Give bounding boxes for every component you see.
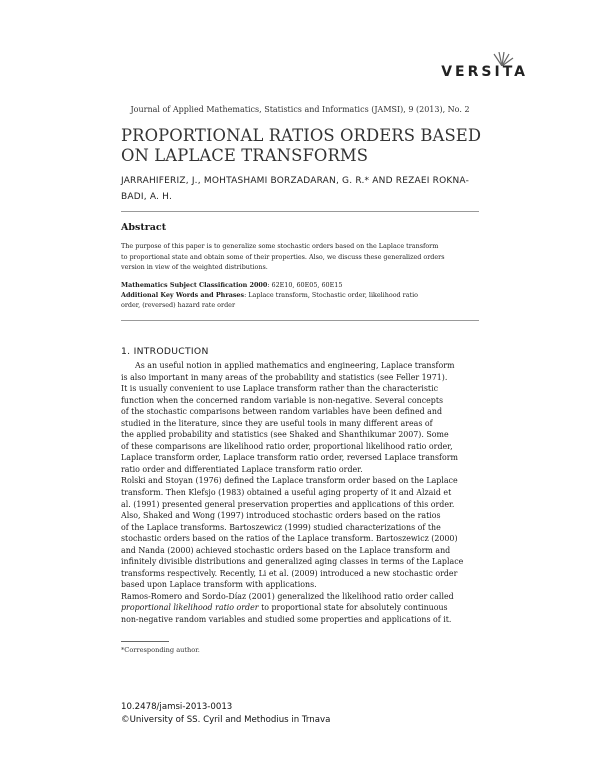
body-line: [121, 602, 479, 614]
title-line-1: PROPORTIONAL RATIOS ORDERS BASED: [121, 126, 482, 145]
body-line: Laplace transform order, Laplace transform ratio order, reversed Laplace transform: [121, 453, 458, 463]
body-line: transform. Then Klefsjo (1983) obtained a useful aging property of it and Alzaid et: [121, 488, 452, 498]
abstract-line: The purpose of this paper is to generalize some stochastic orders based on the Laplace transform: [121, 242, 439, 250]
title-line-2: ON LAPLACE TRANSFORMS: [121, 145, 369, 165]
body-line: function when the concerned random variable is non-negative. Several concepts: [121, 395, 444, 405]
paper-title: [121, 126, 481, 165]
keywords-line-2: order, (reversed) hazard rate order: [121, 301, 236, 309]
doi: 10.2478/jamsi-2013-0013: [121, 702, 233, 712]
introduction-body: [121, 360, 479, 626]
body-line: As an useful notion in applied mathematics and engineering, Laplace transform: [135, 361, 455, 370]
classification-block: [121, 280, 479, 310]
body-line: the applied probability and statistics (see Shaked and Shanthikumar 2007). Some: [121, 430, 449, 440]
abstract-top-rule: [121, 211, 479, 212]
body-line: al. (1991) presented general preservation properties and applications of this order.: [121, 499, 455, 509]
body-line: ratio order and differentiated Laplace transform ratio order.: [121, 464, 363, 474]
doi-block: [121, 701, 330, 726]
body-line: Also, Shaked and Wong (1997) introduced stochastic orders based on the ratios: [121, 511, 441, 521]
body-line: transforms respectively. Recently, Li et al. (2009) introduced a new stochastic order: [121, 568, 458, 578]
journal-line: Journal of Applied Mathematics, Statistics and Informatics (JAMSI), 9 (2013), No. 2: [130, 105, 470, 114]
body-line: Rolski and Stoyan (1976) defined the Laplace transform order based on the Laplace: [121, 476, 458, 486]
body-line: non-negative random variables and studied some properties and applications of it.: [121, 615, 452, 625]
keywords-line: [121, 290, 479, 300]
footnote: *Corresponding author.: [121, 646, 200, 654]
abstract-line: to proportional state and obtain some of their properties. Also, we discuss these generalized orders: [121, 252, 445, 261]
body-line: is also important in many areas of the probability and statistics (see Feller 1971).: [121, 372, 448, 382]
italic-phrase: proportional likelihood ratio order: [121, 603, 259, 613]
body-line: of these comparisons are likelihood ratio order, proportional likelihood ratio order,: [121, 441, 453, 451]
body-line: of the Laplace transforms. Bartoszewicz (1999) studied characterizations of the: [121, 522, 441, 532]
body-line: and Nanda (2000) achieved stochastic orders based on the Laplace transform and: [121, 545, 451, 555]
abstract-line: version in view of the weighted distributions.: [121, 263, 268, 271]
body-line: infinitely divisible distributions and generalized aging classes in terms of the Laplace: [121, 557, 464, 567]
publisher-logo: VERSITA: [441, 64, 528, 80]
keywords-value: : Laplace transform, Stochastic order, likelihood ratio: [244, 291, 418, 299]
abstract-text: [121, 241, 479, 273]
body-line: of the stochastic comparisons between random variables have been defined and: [121, 407, 443, 417]
body-line: Ramos-Romero and Sordo-Díaz (2001) generalized the likelihood ratio order called: [121, 591, 454, 601]
abstract-bottom-rule: [121, 320, 479, 321]
authors: [121, 174, 481, 205]
section-heading: 1. INTRODUCTION: [121, 346, 209, 357]
body-line: based upon Laplace transform with applications.: [121, 580, 317, 590]
keywords-label: Additional Key Words and Phrases: [121, 291, 245, 299]
body-line: stochastic orders based on the ratios of the Laplace transform. Bartoszewicz (2000): [121, 534, 458, 544]
msc-line: [121, 280, 479, 290]
body-line: studied in the literature, since they are useful tools in many different areas of: [121, 418, 433, 428]
body-line-rest: to proportional state for absolutely continuous: [261, 603, 448, 613]
msc-label: Mathematics Subject Classification 2000: [121, 281, 268, 289]
body-line: It is usually convenient to use Laplace transform rather than the characteristic: [121, 384, 439, 394]
msc-value: : 62E10, 60E05, 60E15: [267, 281, 343, 289]
authors-line-2: BADI, A. H.: [121, 191, 173, 202]
abstract-heading: Abstract: [121, 222, 167, 233]
copyright: ©University of SS. Cyril and Methodius in Trnava: [121, 714, 331, 725]
footnote-rule: [121, 641, 169, 642]
authors-line-1: JARRAHIFERIZ, J., MOHTASHAMI BORZADARAN, G. R.* AND REZAEI ROKNA-: [121, 176, 470, 186]
